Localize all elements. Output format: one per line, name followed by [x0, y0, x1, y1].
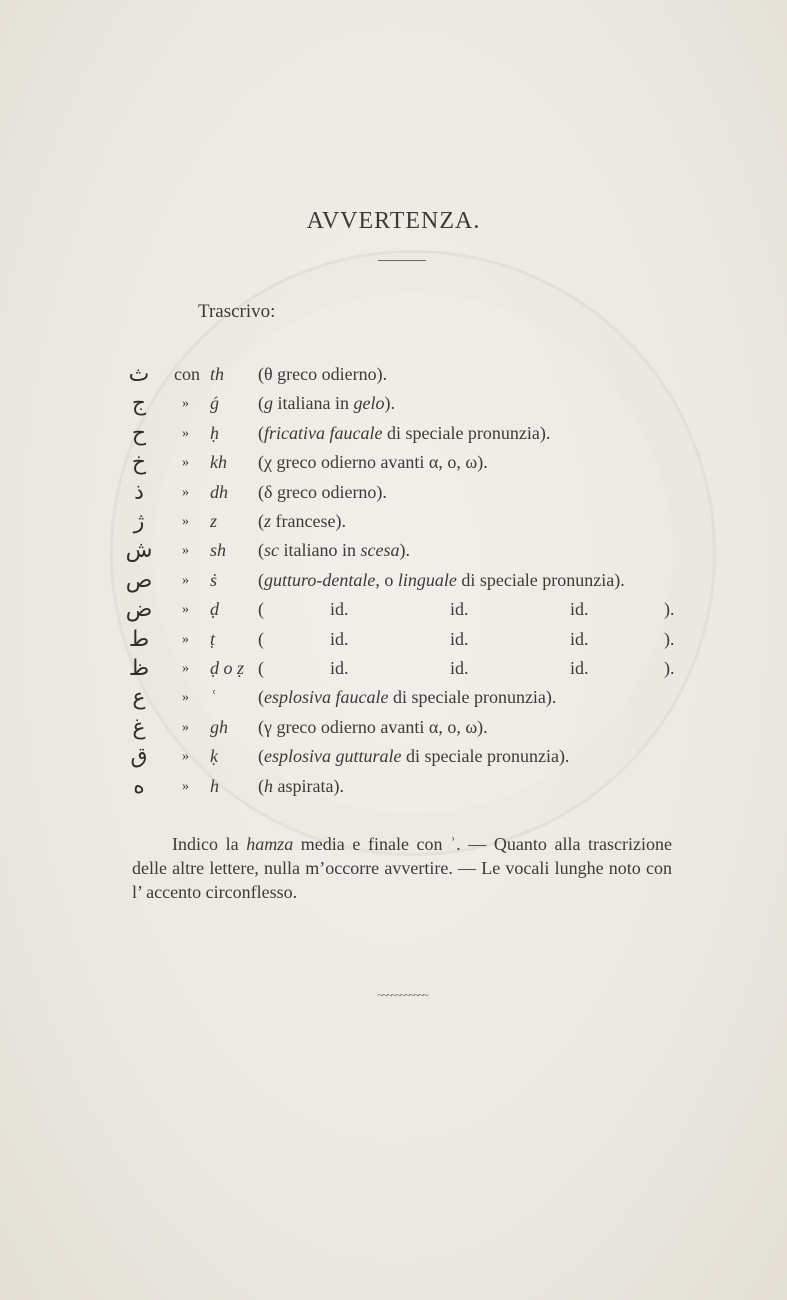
- ditto-mark: »: [182, 514, 189, 529]
- idem-cell: id.: [570, 599, 589, 620]
- intro-label: Trascrivo:: [198, 301, 276, 322]
- ditto-mark: »: [182, 484, 189, 500]
- transliteration: kh: [210, 452, 227, 473]
- table-row: [0, 683, 787, 712]
- idem-cell: ).: [664, 628, 675, 649]
- description: (gutturo-dentale, o linguale di speciale pronunzia).: [258, 569, 625, 590]
- description: (χ greco odierno avanti α, ο, ω).: [258, 452, 488, 473]
- transliteration: z: [210, 511, 218, 531]
- ditto-mark: »: [182, 425, 189, 441]
- transliteration: ḍ o ẓ: [210, 658, 245, 678]
- description: (esplosiva gutturale di speciale pronunzia).: [258, 746, 570, 767]
- ditto-mark: »: [182, 719, 189, 735]
- note-paragraph: [132, 832, 672, 904]
- description: (h aspirata).: [258, 775, 344, 796]
- table-row: [0, 360, 787, 389]
- transliteration: ḍ: [210, 599, 219, 620]
- ditto-mark: »: [182, 543, 189, 559]
- idem-cell: id.: [450, 599, 469, 620]
- arabic-letter: ذ: [134, 479, 144, 505]
- ditto-mark: »: [182, 749, 189, 765]
- transliteration: dh: [210, 481, 228, 502]
- ditto-mark: »: [182, 631, 189, 647]
- arabic-letter: ح: [131, 420, 147, 446]
- page-title: AVVERTENZA.: [306, 208, 481, 234]
- table-row: [0, 536, 787, 565]
- arabic-letter: ط: [128, 626, 150, 652]
- description: (sc italiano in scesa).: [258, 540, 410, 561]
- transliteration: ḳ: [210, 746, 218, 767]
- arabic-letter: ع: [132, 685, 146, 711]
- ditto-mark: »: [182, 661, 189, 676]
- transliteration: h: [210, 775, 219, 796]
- idem-cell: (: [258, 658, 264, 678]
- arabic-letter: ژ: [133, 509, 145, 534]
- ditto-mark: »: [182, 602, 189, 618]
- idem-cell: id.: [330, 599, 349, 620]
- transliteration: ḥ: [210, 422, 219, 443]
- transliteration: sh: [210, 540, 227, 561]
- description: (θ greco odierno).: [258, 364, 388, 384]
- arabic-letter: ص: [125, 567, 153, 593]
- title-rule: [378, 260, 426, 261]
- arabic-letter: خ: [131, 450, 147, 476]
- table-row: [0, 742, 787, 771]
- description: (fricativa faucale di speciale pronunzia).: [258, 422, 551, 443]
- transliteration: ṡ: [210, 569, 218, 590]
- idem-cell: ).: [664, 599, 675, 620]
- idem-cell: ).: [664, 658, 675, 678]
- description: (g italiana in gelo).: [258, 393, 395, 414]
- paragraph-text: Indico la: [172, 834, 247, 854]
- arabic-letter: ظ: [128, 656, 150, 681]
- transliteration: ṭ: [210, 628, 216, 649]
- arabic-letter: ث: [128, 362, 150, 387]
- transliteration: gh: [210, 716, 228, 737]
- arabic-letter: غ: [132, 714, 146, 740]
- idem-cell: id.: [450, 658, 469, 678]
- description: (esplosiva faucale di speciale pronunzia).: [258, 687, 557, 708]
- ornament-divider: ~~~~~~~~~~~: [377, 988, 427, 1002]
- idem-cell: (: [258, 599, 264, 620]
- ditto-mark: »: [182, 690, 189, 706]
- table-row: [0, 625, 787, 654]
- description: (δ greco odierno).: [258, 481, 387, 502]
- idem-cell: id.: [450, 628, 469, 649]
- idem-cell: id.: [570, 658, 589, 678]
- table-row: [0, 419, 787, 448]
- table-row: [0, 507, 787, 536]
- ditto-mark: »: [182, 396, 189, 412]
- table-row: [0, 389, 787, 418]
- table-row: [0, 478, 787, 507]
- table-row: [0, 654, 787, 683]
- arabic-letter: ج: [131, 391, 147, 417]
- table-row: [0, 772, 787, 801]
- prefix-con: con: [174, 364, 200, 384]
- paragraph-text: hamza: [246, 834, 294, 854]
- arabic-letter: ش: [125, 538, 153, 564]
- table-row: [0, 595, 787, 624]
- idem-cell: (: [258, 628, 264, 649]
- description: (γ greco odierno avanti α, ο, ω).: [258, 716, 488, 737]
- transliteration: ǵ: [210, 393, 219, 414]
- transliteration: ʿ: [210, 687, 216, 708]
- table-row: [0, 566, 787, 595]
- idem-cell: id.: [330, 628, 349, 649]
- arabic-letter: ق: [130, 744, 148, 770]
- idem-cell: id.: [570, 628, 589, 649]
- paragraph-text: media e finale con ʾ. — Quanto alla trascrizione delle altre lettere, nulla m’occorre avvertire. — Le vocali lunghe noto con l’ accento circonflesso.: [132, 834, 672, 902]
- arabic-letter: ه: [133, 773, 145, 799]
- table-row: [0, 448, 787, 477]
- table-row: [0, 713, 787, 742]
- ditto-mark: »: [182, 778, 189, 794]
- arabic-letter: ض: [125, 597, 153, 623]
- ditto-mark: »: [182, 572, 189, 588]
- idem-cell: id.: [330, 658, 349, 678]
- transliteration: th: [210, 364, 225, 384]
- description: (z francese).: [258, 511, 346, 531]
- ditto-mark: »: [182, 455, 189, 471]
